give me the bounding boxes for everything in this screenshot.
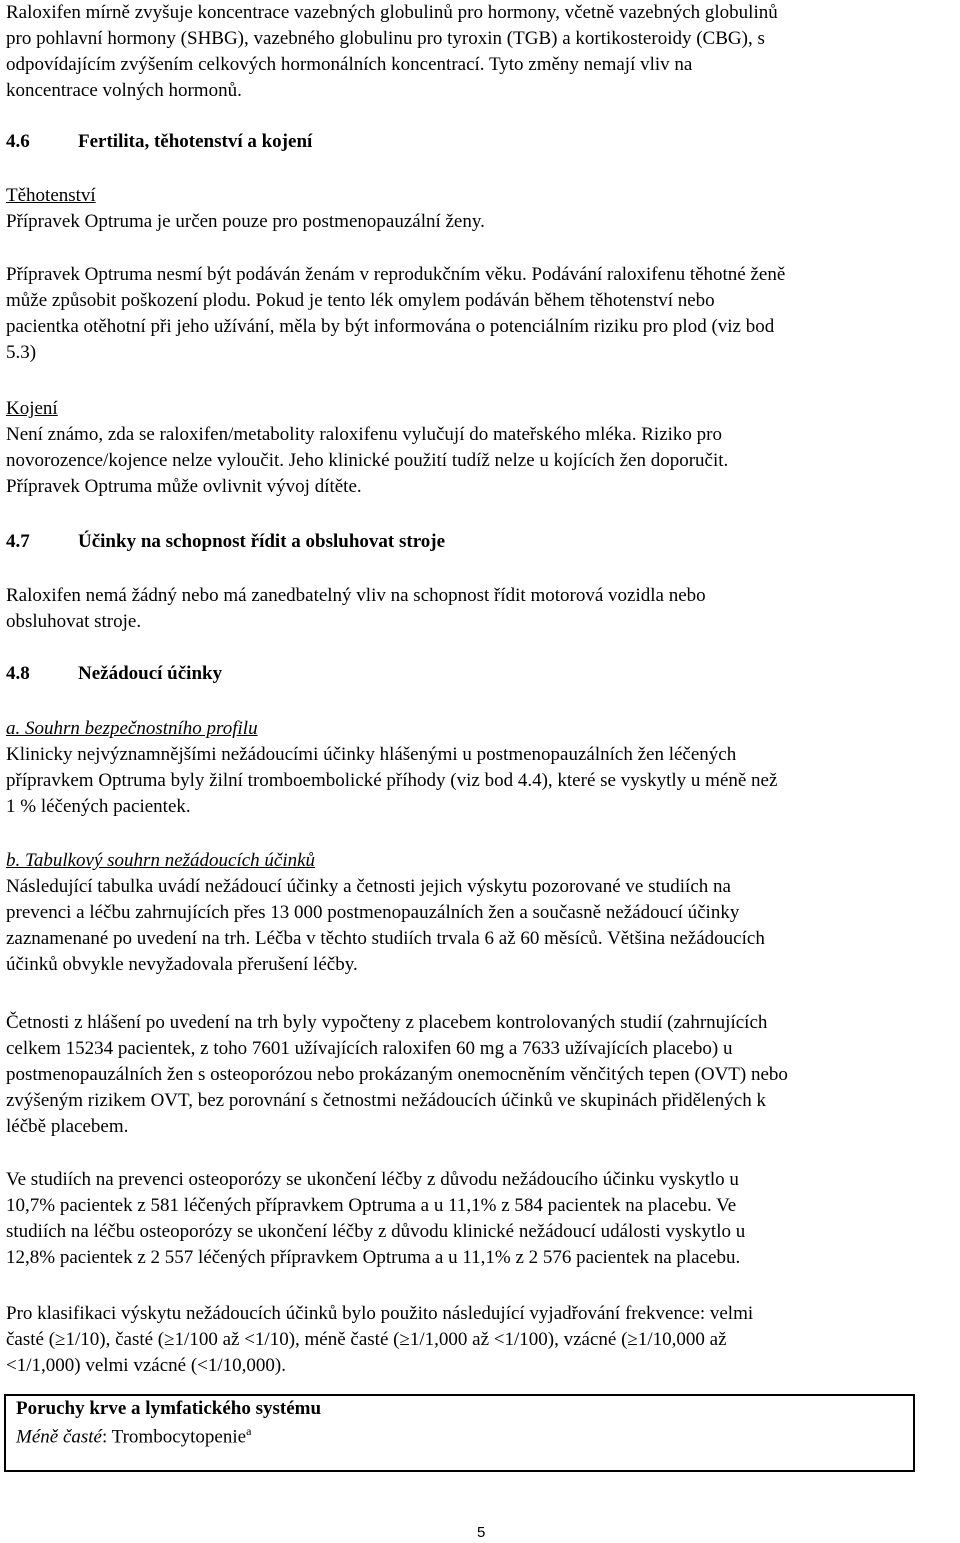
pregnancy-para-line: pacientka otěhotní při jeho užívání, měla by být informována o potenciálním riziku pro plod (viz bod xyxy=(6,316,775,337)
classification-line: <1/1,000) velmi vzácné (<1/10,000). xyxy=(6,1355,286,1376)
table-row xyxy=(16,1424,251,1448)
frequency-line: léčbě placebem. xyxy=(6,1116,129,1137)
intro-line: Raloxifen mírně zvyšuje koncentrace vazebných globulinů pro hormony, včetně vazebných globulinů xyxy=(6,2,778,23)
breastfeeding-heading: Kojení xyxy=(6,398,58,419)
frequency-line: celkem 15234 pacientek, z toho 7601 užívajících raloxifen 60 mg a 7633 užívajících placebo) u xyxy=(6,1038,733,1059)
pregnancy-para-line: Přípravek Optruma nesmí být podáván ženám v reprodukčním věku. Podávání raloxifenu těhotné ženě xyxy=(6,264,786,285)
discontinuation-line: Ve studiích na prevenci osteoporózy se ukončení léčby z důvodu nežádoucího účinku vyskytlo u xyxy=(6,1169,739,1190)
pregnancy-para-line: může způsobit poškození plodu. Pokud je tento lék omylem podáván během těhotenství nebo xyxy=(6,290,715,311)
driving-line: obsluhovat stroje. xyxy=(6,611,142,632)
section-4-6-number: 4.6 xyxy=(6,131,30,152)
subsection-b-line: zaznamenané po uvedení na trh. Léčba v těchto studiích trvala 6 až 60 měsíců. Většina nežádoucích xyxy=(6,928,765,949)
section-4-7-title: Účinky na schopnost řídit a obsluhovat stroje xyxy=(78,531,446,552)
breastfeeding-line: Není známo, zda se raloxifen/metabolity raloxifenu vylučují do mateřského mléka. Riziko pro xyxy=(6,424,722,445)
section-4-8-number: 4.8 xyxy=(6,663,30,684)
frequency-line: zvýšeným rizikem OVT, bez porovnání s četnostmi nežádoucích účinků ve skupinách přidělených k xyxy=(6,1090,766,1111)
subsection-a-heading: a. Souhrn bezpečnostního profilu xyxy=(6,718,258,739)
discontinuation-line: 10,7% pacientek z 581 léčených přípravkem Optruma a u 11,1% z 584 pacientek na placebu. Ve xyxy=(6,1195,737,1216)
table-frequency-label: Méně časté xyxy=(16,1426,102,1448)
classification-line: časté (≥1/10), časté (≥1/100 až <1/10), méně časté (≥1/1,000 až <1/100), vzácné (≥1/10,000 až xyxy=(6,1329,727,1350)
intro-line: pro pohlavní hormony (SHBG), vazebného globulinu pro tyroxin (TGB) a kortikosteroidy (CBG), s xyxy=(6,28,765,49)
section-4-7-number: 4.7 xyxy=(6,531,30,552)
table-soc-title: Poruchy krve a lymfatického systému xyxy=(16,1398,322,1419)
discontinuation-line: 12,8% pacientek z 2 557 léčených přípravkem Optruma a u 11,1% z 2 576 pacientek na placebu. xyxy=(6,1247,741,1268)
section-4-6-title: Fertilita, těhotenství a kojení xyxy=(78,131,313,152)
breastfeeding-line: novorozence/kojence nelze vyloučit. Jeho klinické použití tudíž nelze u kojících žen doporučit. xyxy=(6,450,729,471)
subsection-a-line: Klinicky nejvýznamnějšími nežádoucími účinky hlášenými u postmenopauzálních žen léčených xyxy=(6,744,737,765)
subsection-a-line: 1 % léčených pacientek. xyxy=(6,796,191,817)
table-reaction-value: Trombocytopenie xyxy=(111,1426,247,1448)
subsection-b-line: účinků obvykle nevyžadovala přerušení léčby. xyxy=(6,954,358,975)
adverse-reactions-table xyxy=(4,1394,915,1472)
pregnancy-para-line: 5.3) xyxy=(6,342,37,363)
frequency-line: Četnosti z hlášení po uvedení na trh byly vypočteny z placebem kontrolovaných studií (zahrnujících xyxy=(6,1012,768,1033)
subsection-b-line: Následující tabulka uvádí nežádoucí účinky a četnosti jejich výskytu pozorované ve studiích na xyxy=(6,876,731,897)
discontinuation-line: studiích na léčbu osteoporózy se ukončení léčby z důvodu klinické nežádoucí události vyskytlo u xyxy=(6,1221,746,1242)
subsection-b-line: prevenci a léčbu zahrnujících přes 13 000 postmenopauzálních žen a současně nežádoucí účinky xyxy=(6,902,740,923)
intro-line: koncentrace volných hormonů. xyxy=(6,80,242,101)
subsection-b-heading: b. Tabulkový souhrn nežádoucích účinků xyxy=(6,850,316,871)
pregnancy-line: Přípravek Optruma je určen pouze pro postmenopauzální ženy. xyxy=(6,211,485,232)
subsection-a-line: přípravkem Optruma byly žilní tromboembolické příhody (viz bod 4.4), které se vyskytly u méně než xyxy=(6,770,778,791)
section-4-8-title: Nežádoucí účinky xyxy=(78,663,223,684)
frequency-line: postmenopauzálních žen s osteoporózou nebo prokázaným onemocněním věnčitých tepen (OVT) nebo xyxy=(6,1064,788,1085)
breastfeeding-line: Přípravek Optruma může ovlivnit vývoj dítěte. xyxy=(6,476,362,497)
pregnancy-heading: Těhotenství xyxy=(6,185,96,206)
table-footnote-mark: a xyxy=(246,1424,252,1438)
table-separator: : xyxy=(101,1426,112,1448)
classification-line: Pro klasifikaci výskytu nežádoucích účinků bylo použito následující vyjadřování frekvence: velmi xyxy=(6,1303,754,1324)
page-number: 5 xyxy=(477,1524,486,1541)
intro-line: odpovídajícím zvýšením celkových hormonálních koncentrací. Tyto změny nemají vliv na xyxy=(6,54,693,75)
driving-line: Raloxifen nemá žádný nebo má zanedbatelný vliv na schopnost řídit motorová vozidla nebo xyxy=(6,585,706,606)
